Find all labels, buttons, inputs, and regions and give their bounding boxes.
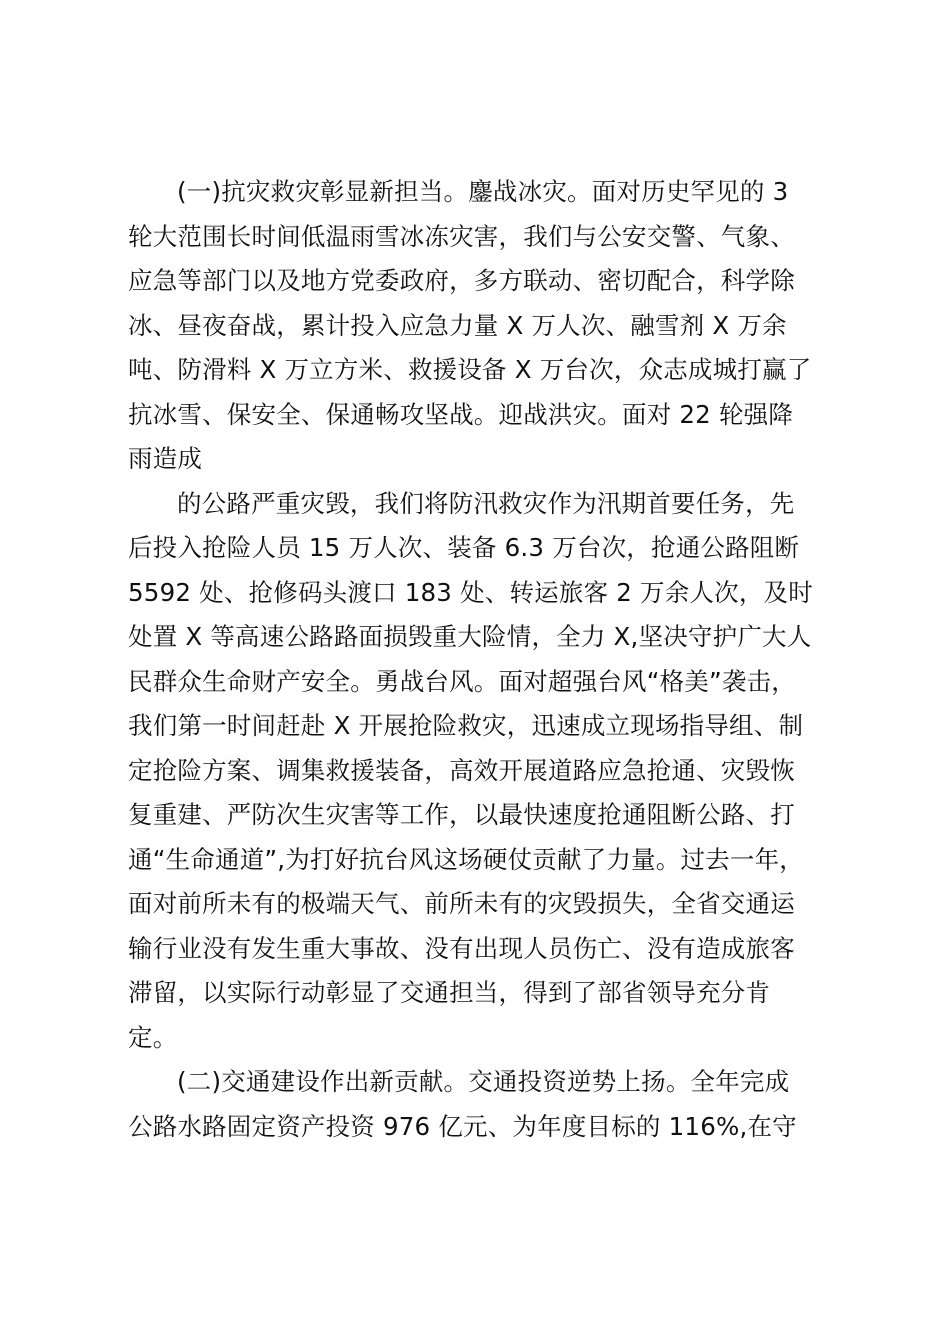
paragraph-transport-construction — [128, 1060, 828, 1149]
text-line: 定抢险方案、调集救援装备，高效开展道路应急抢通、灾毁恢 — [128, 755, 795, 785]
text-line: (二)交通建设作出新贡献。交通投资逆势上扬。全年完成 — [177, 1067, 790, 1096]
text-line: 输行业没有发生重大事故、没有出现人员伤亡、没有造成旅客 — [128, 933, 795, 963]
text-line: 通“生命通道”,为打好抗台风这场硬仗贡献了力量。过去一年， — [128, 844, 804, 874]
text-line: 应急等部门以及地方党委政府，多方联动、密切配合，科学除 — [128, 266, 795, 295]
text-line: 处置 X 等高速公路路面损毁重大险情，全力 X,坚决守护广大人 — [128, 622, 812, 651]
paragraph-flood-typhoon — [128, 482, 828, 1061]
document-body — [128, 170, 828, 1149]
text-line: 轮大范围长时间低温雨雪冰冻灾害，我们与公安交警、气象、 — [128, 221, 795, 251]
text-line: 吨、防滑料 X 万立方米、救援设备 X 万台次，众志成城打赢了 — [128, 355, 812, 384]
text-line: 我们第一时间赶赴 X 开展抢险救灾，迅速成立现场指导组、制 — [128, 711, 804, 740]
text-line: 5592 处、抢修码头渡口 183 处、转运旅客 2 万余人次，及时 — [128, 577, 813, 607]
text-line: (一)抗灾救灾彰显新担当。鏖战冰灾。面对历史罕见的 3 — [177, 177, 789, 206]
text-line: 定。 — [128, 1022, 178, 1052]
text-line: 冰、昼夜奋战，累计投入应急力量 X 万人次、融雪剂 X 万余 — [128, 310, 787, 340]
text-line: 面对前所未有的极端天气、前所未有的灾毁损失，全省交通运 — [128, 889, 795, 918]
text-line: 雨造成 — [128, 444, 203, 473]
text-line: 民群众生命财产安全。勇战台风。面对超强台风“格美”袭击， — [128, 666, 796, 696]
text-line: 的公路严重灾毁，我们将防汛救灾作为汛期首要任务，先 — [177, 488, 795, 518]
text-line: 后投入抢险人员 15 万人次、装备 6.3 万台次，抢通公路阻断 — [128, 533, 800, 562]
text-line: 抗冰雪、保安全、保通畅攻坚战。迎战洪灾。面对 22 轮强降 — [128, 399, 794, 429]
text-line: 复重建、严防次生灾害等工作，以最快速度抢通阻断公路、打 — [128, 800, 795, 829]
paragraph-disaster-relief — [128, 170, 828, 482]
text-line: 公路水路固定资产投资 976 亿元、为年度目标的 116%,在守 — [128, 1111, 797, 1141]
text-line: 滞留，以实际行动彰显了交通担当，得到了部省领导充分肯 — [128, 978, 771, 1007]
